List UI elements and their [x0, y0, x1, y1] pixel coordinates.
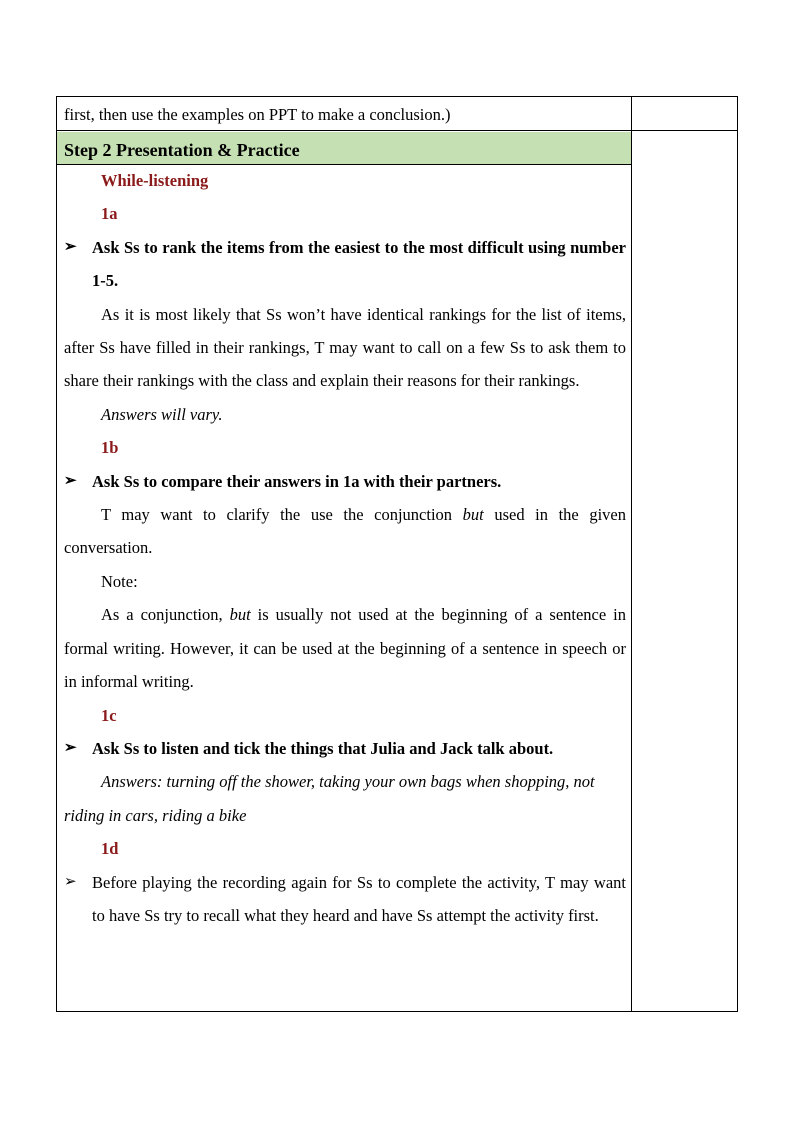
note-1b-text-end: used in the given conversation. [64, 505, 626, 558]
instruction-1c-text: Ask Ss to listen and tick the things that Julia and Jack talk about. [92, 738, 554, 758]
note-detail-text-end: is usually not used at the beginning of a sentence in formal writing. However, it can be used at the beginning of a sentence in speech or in informal writing. [64, 605, 626, 692]
instruction-1d-text: Before playing the recording again for Ss to complete the activity, T may want to have Ss try to recall what they heard and have Ss attempt the activity first. [92, 872, 626, 925]
note-detail-keyword: but [229, 605, 251, 625]
previous-row-text: first, then use the examples on PPT to make a conclusion.) [64, 105, 451, 124]
bullet-arrow-icon: ➢ [64, 739, 77, 756]
instruction-1a [64, 231, 626, 298]
note-1b-keyword: but [462, 505, 484, 525]
note-label: Note: [101, 571, 138, 591]
note-1b-text: T may want to clarify the use the conjunction [101, 505, 463, 525]
part-label-1b: 1b [101, 438, 119, 458]
instruction-1d [64, 866, 626, 933]
row-divider [57, 130, 737, 131]
answers-1a: Answers will vary. [101, 404, 223, 424]
part-label-1a: 1a [101, 204, 118, 224]
bullet-arrow-icon: ➢ [64, 238, 77, 255]
part-label-1c: 1c [101, 705, 117, 725]
bullet-arrow-icon: ➢ [64, 873, 77, 890]
column-divider [631, 97, 632, 1011]
note-1a: As it is most likely that Ss won’t have identical rankings for the list of items, after Ss have filled in their rankings, T may want to call on a few Ss to ask them to share their rankings with the class and explain their reasons for their rankings. [64, 304, 626, 391]
note-1b-detail [64, 598, 626, 698]
instruction-1a-text: Ask Ss to rank the items from the easiest to the most difficult using number 1-5. [92, 237, 626, 291]
lesson-plan-table [56, 96, 738, 1012]
bullet-arrow-icon: ➢ [64, 472, 77, 489]
part-label-1d: 1d [101, 839, 119, 859]
note-1b [64, 498, 626, 565]
note-detail-text: As a conjunction, [101, 605, 230, 625]
section-heading: While-listening [101, 171, 209, 190]
instruction-1b [64, 465, 626, 498]
instruction-1c [64, 732, 626, 765]
answers-1c: Answers: turning off the shower, taking your own bags when shopping, not riding in cars, riding a bike [64, 772, 595, 825]
step-content [64, 164, 626, 932]
instruction-1b-text: Ask Ss to compare their answers in 1a with their partners. [92, 471, 502, 491]
step-title: Step 2 Presentation & Practice [64, 140, 300, 160]
